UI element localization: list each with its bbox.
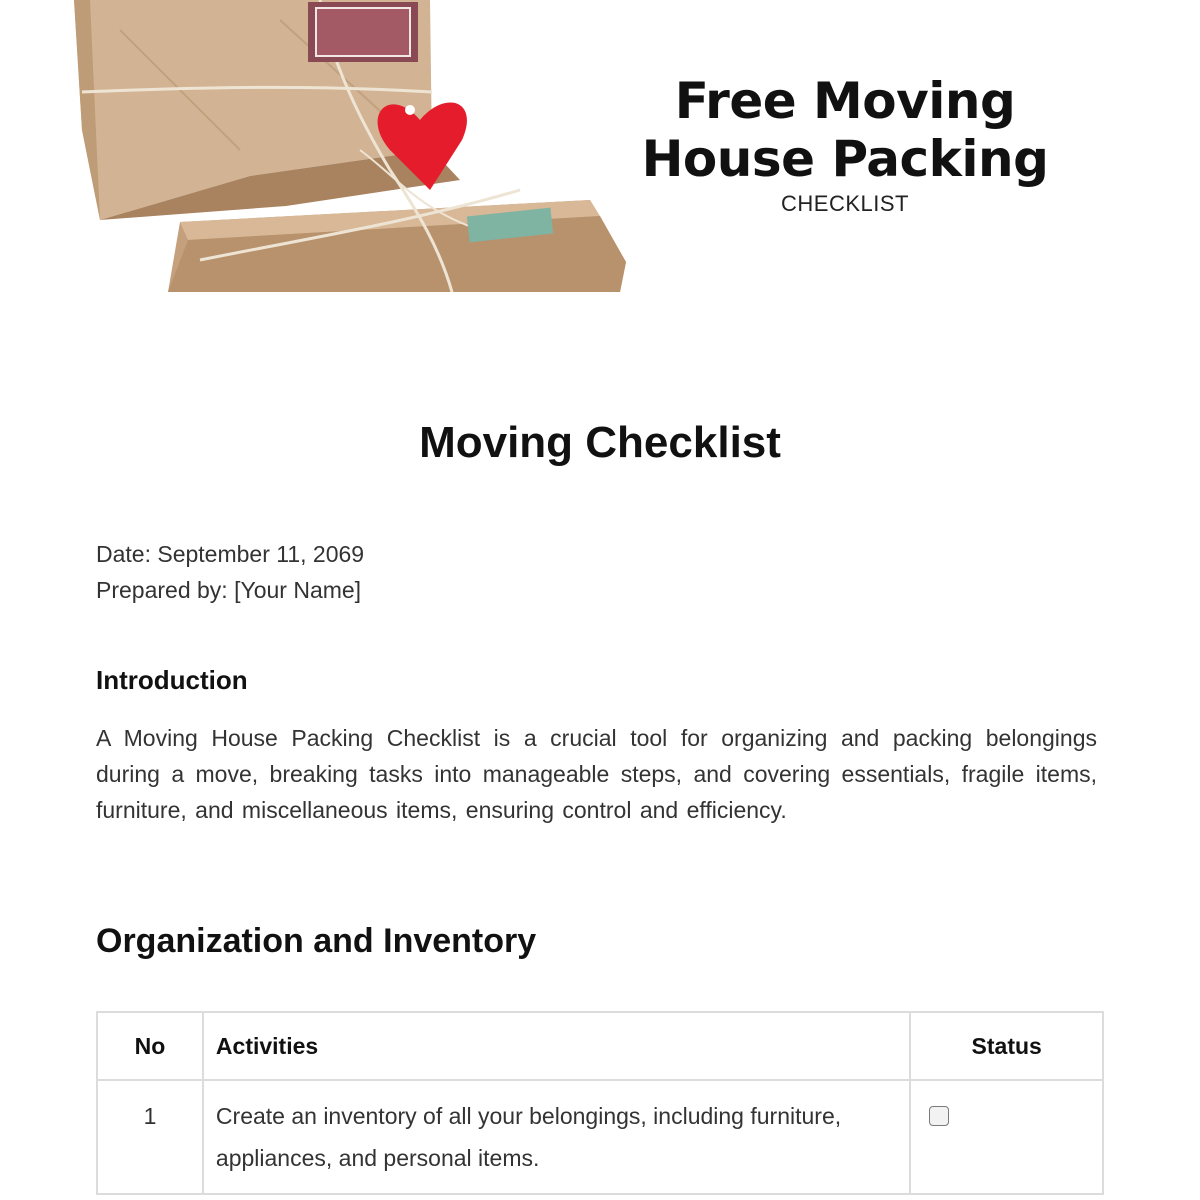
table-header-row	[97, 1012, 1103, 1080]
status-checkbox[interactable]	[929, 1106, 949, 1126]
row-number: 1	[97, 1080, 203, 1194]
row-activity: Create an inventory of all your belongings, including furniture, appliances, and personal items.	[203, 1080, 910, 1194]
document-prepared-by: Prepared by: [Your Name]	[96, 577, 362, 603]
banner-subtitle: CHECKLIST	[781, 191, 909, 216]
section-heading: Organization and Inventory	[96, 922, 537, 960]
banner-title	[590, 72, 1100, 188]
column-header-no: No	[97, 1012, 203, 1080]
column-header-status: Status	[910, 1012, 1103, 1080]
column-header-activities: Activities	[203, 1012, 910, 1080]
introduction-heading: Introduction	[96, 665, 248, 695]
document-meta	[96, 536, 364, 608]
document-date: Date: September 11, 2069	[96, 541, 365, 567]
table-row	[97, 1080, 1103, 1194]
header-banner	[0, 0, 1200, 292]
checklist-table	[96, 1011, 1104, 1195]
introduction-text: A Moving House Packing Checklist is a crucial tool for organizing and packing belongings during a move, breaking tasks into manageable steps, and covering essentials, fragile items, furniture, and miscellaneous items, ensuring control and efficiency.	[96, 725, 1097, 823]
document-title: Moving Checklist	[419, 418, 781, 467]
wrapped-parcels-illustration	[60, 0, 640, 292]
row-status	[910, 1080, 1103, 1194]
banner-title-line-1: Free Moving	[674, 72, 1016, 130]
banner-title-line-2: House Packing	[641, 130, 1049, 188]
